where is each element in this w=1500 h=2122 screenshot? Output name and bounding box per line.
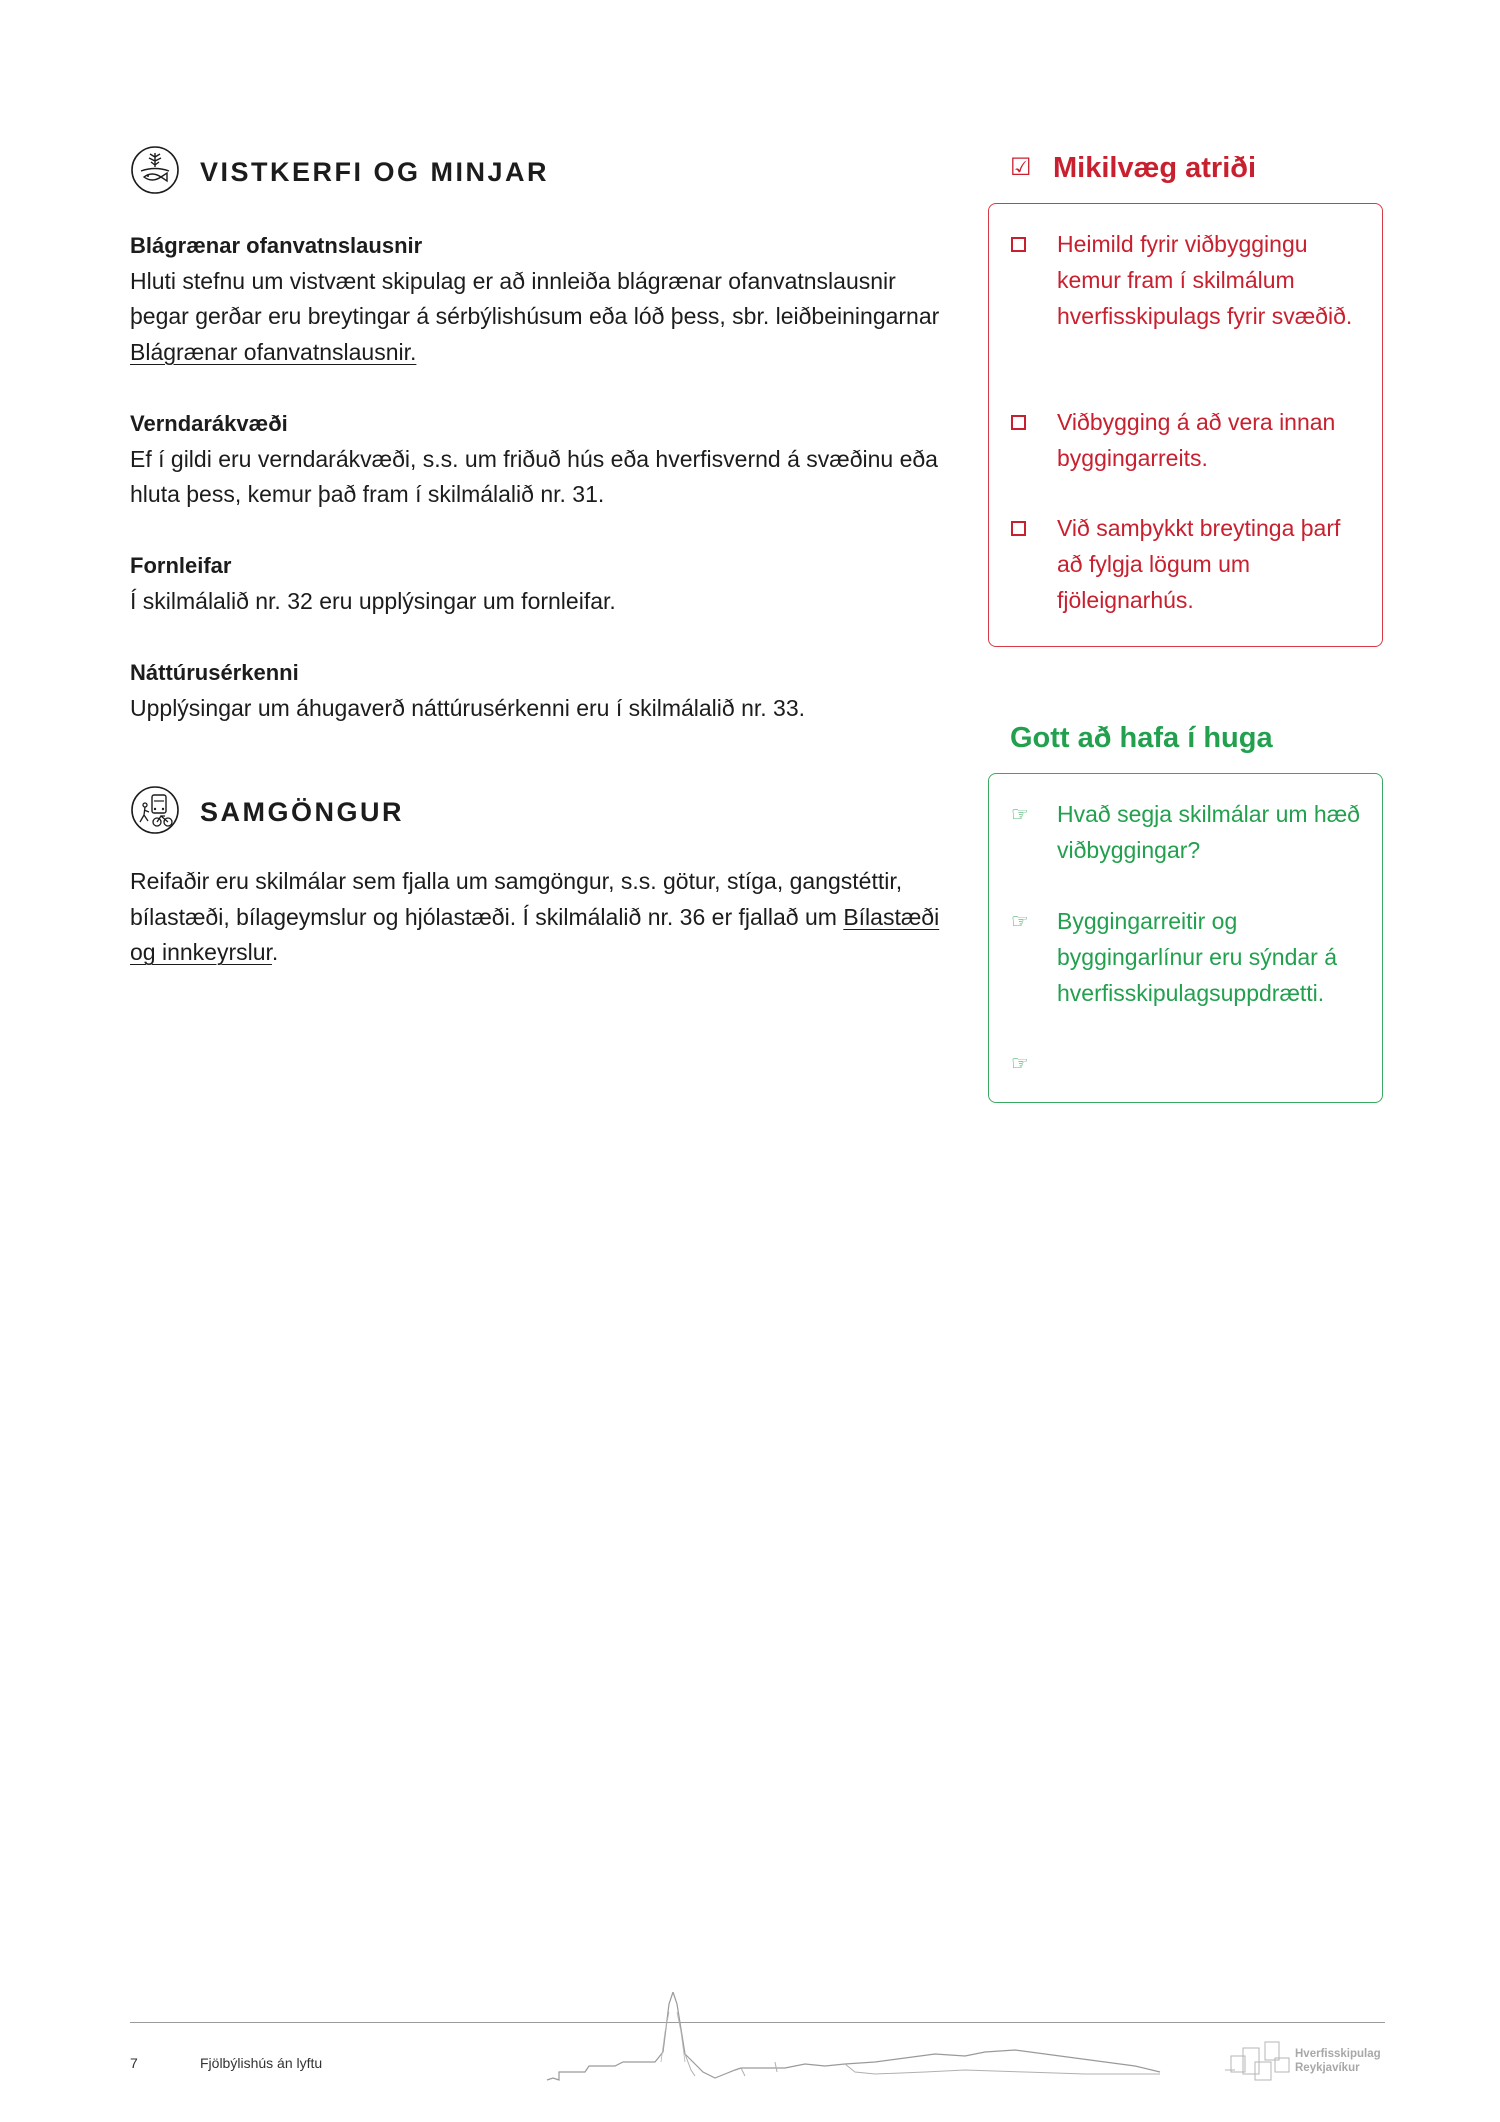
- important-item: [1011, 404, 1362, 476]
- section-title-vistkerfi: VISTKERFI OG MINJAR: [200, 157, 550, 187]
- tip-item-text: Byggingarreitir og byggingarlínur eru sýndar á hverfisskipulagsuppdrætti.: [1057, 908, 1337, 1006]
- logo-text-line1: Hverfisskipulag: [1295, 2048, 1381, 2060]
- block-samgongur: [130, 864, 960, 971]
- important-item: [1011, 510, 1362, 618]
- block-fornleifar: [130, 548, 960, 619]
- fish-plant-icon: [130, 145, 180, 195]
- tip-item-text: Hvað segja skilmálar um hæð viðbyggingar?: [1057, 801, 1360, 863]
- heading-fornleifar: Fornleifar: [130, 553, 232, 578]
- block-verndarakvaedi: [130, 406, 960, 513]
- link-bilastaedi-og-innkeyrslur[interactable]: Bílastæði og innkeyrslur: [130, 903, 940, 965]
- block-blagraenar: [130, 228, 960, 370]
- heading-natturuserkenni: Náttúrusérkenni: [130, 660, 299, 685]
- pointing-hand-icon: ☞: [1011, 1051, 1029, 1075]
- footer-page-number: 7: [130, 2055, 138, 2071]
- heading-blagraenar: Blágrænar ofanvatnslausnir: [130, 233, 423, 258]
- important-item-text: Við samþykkt breytinga þarf að fylgja lögum um fjöleignarhús.: [1057, 515, 1341, 613]
- text-blagraenar: Hluti stefnu um vistvænt skipulag er að innleiða blágrænar ofanvatnslausnir þegar gerðar eru breytingar á sérbýlishúsum eða lóð þess, sbr. leiðbeiningarnar: [130, 267, 940, 329]
- heading-verndarakvaedi: Verndarákvæði: [130, 411, 288, 436]
- paragraph-samgongur: [130, 864, 960, 971]
- important-box: [988, 203, 1383, 647]
- traffic-icon: [130, 785, 180, 835]
- checkbox-icon[interactable]: [1011, 226, 1039, 262]
- section-vistkerfi-header: [130, 145, 830, 197]
- hverfisskipulag-logo-icon: [1225, 2040, 1293, 2082]
- text-samgongur: Reifaðir eru skilmálar sem fjalla um samgöngur, s.s. götur, stíga, gangstéttir, bílastæði, bílageymslur og hjólastæði. Í skilmálalið nr. 36 er fjallað um: [130, 868, 903, 930]
- block-natturuserkenni: [130, 655, 960, 726]
- paragraph-natturuserkenni: Upplýsingar um áhugaverð náttúrusérkenni eru í skilmálalið nr. 33.: [130, 694, 806, 721]
- important-item-text: Viðbygging á að vera innan byggingarreits.: [1057, 409, 1336, 471]
- important-item: [1011, 226, 1362, 334]
- logo-text-line2: Reykjavíkur: [1295, 2062, 1360, 2074]
- footer-logo: [1225, 2040, 1385, 2082]
- pointing-hand-icon: ☞: [1011, 909, 1029, 933]
- tips-box-header: [1010, 720, 1380, 760]
- text-samgongur-suffix: .: [271, 939, 279, 965]
- important-box-header: [1010, 150, 1380, 190]
- pointing-hand-icon: ☞: [1011, 802, 1029, 826]
- tips-box-title: Gott að hafa í huga: [1010, 722, 1273, 754]
- tips-box: [988, 773, 1383, 1103]
- tip-item: [1011, 796, 1362, 868]
- paragraph-blagraenar: [130, 264, 960, 371]
- skyline-illustration: [545, 1992, 1165, 2092]
- section-title-samgongur: SAMGÖNGUR: [200, 797, 404, 827]
- tip-item: [1011, 903, 1362, 1011]
- link-blagraenar-ofanvatnslausnir[interactable]: Blágrænar ofanvatnslausnir.: [130, 338, 417, 365]
- important-item-text: Heimild fyrir viðbyggingu kemur fram í skilmálum hverfisskipulags fyrir svæðið.: [1057, 231, 1353, 329]
- checkbox-icon[interactable]: [1011, 404, 1039, 440]
- paragraph-fornleifar: Í skilmálalið nr. 32 eru upplýsingar um fornleifar.: [130, 587, 616, 614]
- footer-document-title: Fjölbýlishús án lyftu: [200, 2055, 323, 2071]
- checkbox-icon[interactable]: [1011, 510, 1039, 546]
- section-samgongur-header: [130, 785, 830, 837]
- important-box-title: Mikilvæg atriði: [1053, 152, 1257, 184]
- paragraph-verndarakvaedi: Ef í gildi eru verndarákvæði, s.s. um friðuð hús eða hverfisvernd á svæðinu eða hluta þess, kemur það fram í skilmálalið nr. 31.: [130, 445, 938, 507]
- checkbox-checked-icon: ☑: [1010, 153, 1032, 181]
